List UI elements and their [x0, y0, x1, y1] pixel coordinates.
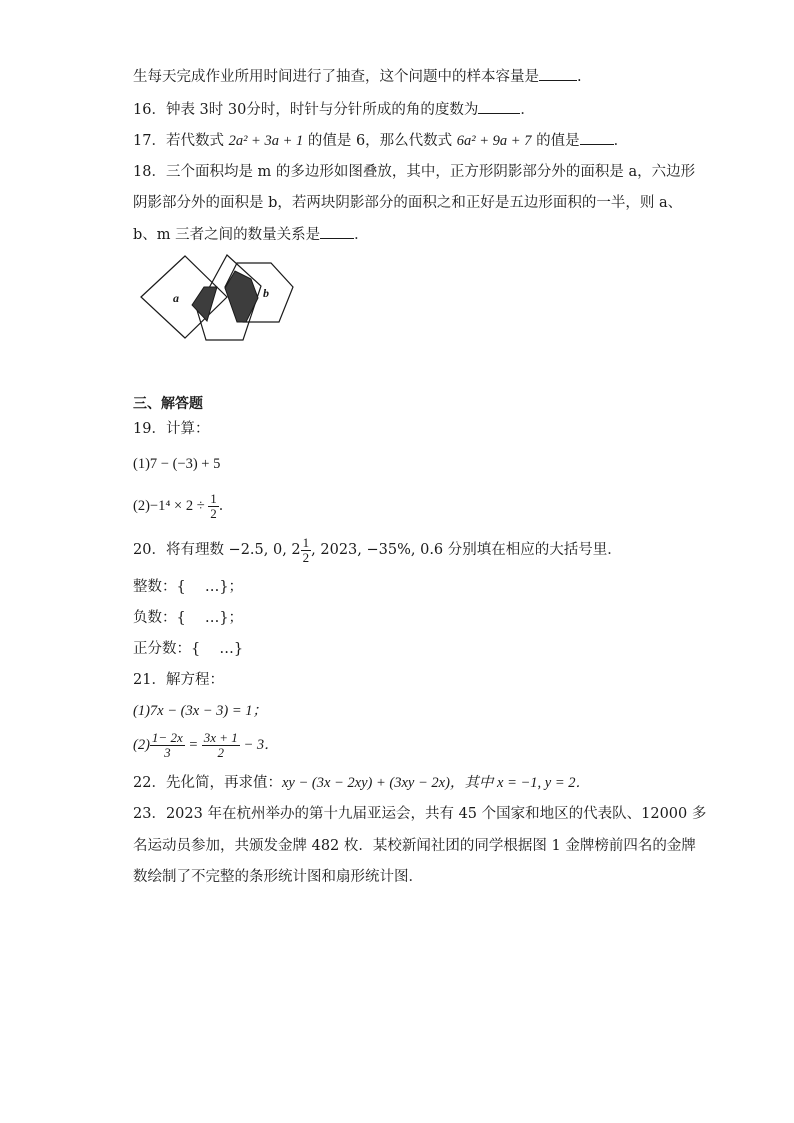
question-19-title: 19．计算： — [133, 421, 210, 437]
label-b: b — [263, 286, 269, 300]
q19-fraction — [208, 492, 219, 521]
q21-left-fraction — [150, 731, 185, 760]
question-18-line2: 阴影部分外的面积是 b，若两块阴影部分的面积之和正好是五边形面积的一半，则 a、 — [133, 195, 683, 211]
question-22 — [133, 773, 590, 793]
q20-integers-set: 整数：{ …}； — [133, 579, 244, 595]
section-3-heading: 三、解答题 — [133, 396, 203, 412]
q16-text: 16．钟表 3时 30分时，时针与分针所成的角的度数为 — [133, 102, 479, 118]
answer-blank — [320, 224, 354, 239]
q21-right-denominator: 2 — [217, 745, 225, 761]
question-19-part1: (1)7 − (−3) + 5 — [133, 456, 221, 472]
q21-right-numerator: 3x + 1 — [203, 730, 238, 746]
q20-positive-fractions-set: 正分数：{ …} — [133, 641, 244, 657]
q21-left-denominator: 3 — [164, 745, 171, 761]
question-23-line3: 数绘制了不完整的条形统计图和扇形统计图． — [133, 869, 423, 885]
question-23-line1: 23．2023 年在杭州举办的第十九届亚运会，共有 45 个国家和地区的代表队、12000 多 — [133, 806, 707, 822]
q21-p2-suffix: − 3． — [239, 737, 279, 753]
q21-p2-prefix: (2) — [133, 737, 150, 753]
q17-end: ． — [613, 133, 629, 149]
q19-p2-prefix: (2)−1⁴ × 2 ÷ — [133, 498, 209, 514]
answer-blank — [580, 130, 614, 145]
q19-frac-denominator: 2 — [210, 506, 217, 522]
q18-end: ． — [354, 227, 369, 243]
question-16 — [133, 99, 535, 120]
q21-left-numerator: 1− 2x — [151, 730, 183, 746]
polygons-diagram — [133, 250, 303, 345]
q21-equals: = — [184, 737, 202, 753]
question-23-line2: 名运动员参加，共颁发金牌 482 枚．某校新闻社团的同学根据图 1 金牌榜前四名的金牌 — [133, 838, 696, 854]
shaded-region-square-pentagon — [192, 287, 217, 321]
q17-prefix: 17．若代数式 — [133, 133, 229, 149]
q17-mid: 的值是 6，那么代数式 — [303, 133, 457, 149]
question-17 — [133, 130, 628, 151]
question-15-tail — [133, 66, 582, 87]
q20-suffix: , 2023, −35%, 0.6 分别填在相应的大括号里． — [311, 542, 622, 558]
q16-end: ． — [520, 102, 535, 118]
overlapping-polygons-figure — [133, 250, 303, 349]
q22-suffix: ，其中 x = −1, y = 2． — [449, 775, 591, 791]
question-21-title: 21．解方程： — [133, 672, 224, 688]
q15-end: . — [577, 69, 582, 85]
question-18-line3 — [133, 224, 369, 245]
q20-mixed-fraction — [301, 536, 312, 565]
q19-frac-numerator: 1 — [210, 491, 217, 507]
q17-suffix: 的值是 — [531, 133, 580, 149]
q15-text: 生每天完成作业所用时间进行了抽查，这个问题中的样本容量是 — [133, 69, 539, 85]
answer-blank — [539, 66, 577, 81]
q17-expr2: 6a² + 9a + 7 — [456, 133, 532, 149]
question-21-part2 — [133, 729, 279, 761]
q18-line3-text: b、m 三者之间的数量关系是 — [133, 227, 321, 243]
q20-prefix: 20．将有理数 −2.5, 0, 2 — [133, 542, 301, 558]
question-21-part1: (1)7x − (3x − 3) = 1； — [133, 703, 268, 719]
question-20 — [133, 534, 622, 566]
q22-expression: xy − (3x − 2xy) + (3xy − 2x) — [281, 775, 450, 791]
q20-negatives-set: 负数：{ …}； — [133, 610, 244, 626]
question-19-part2 — [133, 490, 233, 522]
q21-right-fraction — [202, 731, 240, 760]
q20-frac-denominator: 2 — [302, 549, 310, 565]
q22-prefix: 22．先化简，再求值： — [133, 775, 282, 791]
label-a: a — [173, 291, 179, 305]
answer-blank — [478, 99, 520, 114]
q20-frac-numerator: 1 — [302, 534, 310, 550]
question-18-line1: 18．三个面积均是 m 的多边形如图叠放，其中，正方形阴影部分外的面积是 a，六边形 — [133, 164, 696, 180]
q19-p2-end: ． — [218, 498, 234, 514]
q17-expr1: 2a² + 3a + 1 — [228, 133, 304, 149]
